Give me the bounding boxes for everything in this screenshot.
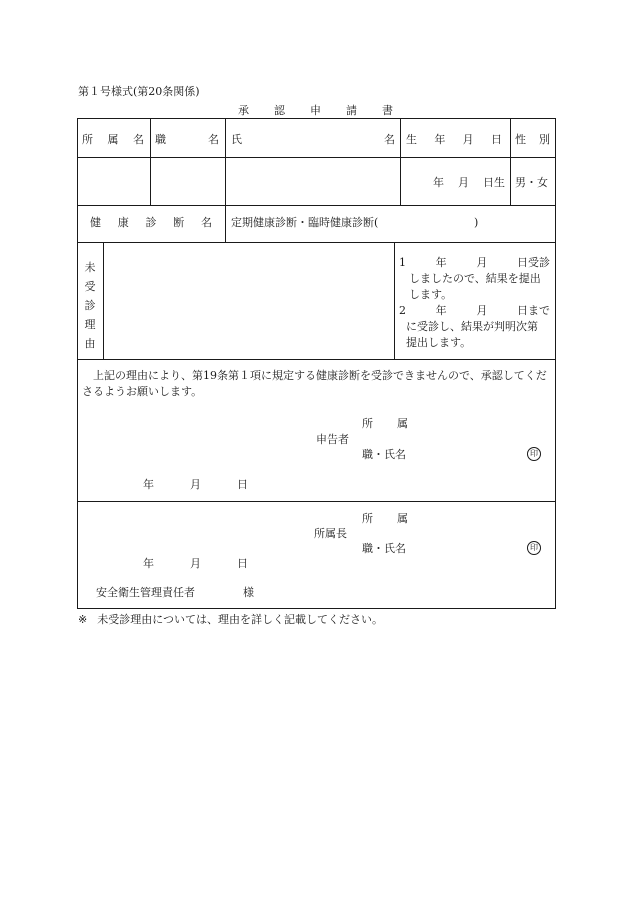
option-2-line-1: 2 年 月 日まで <box>399 304 550 317</box>
applicant-affiliation-label: 所 属 <box>362 417 408 430</box>
title-char: 申 <box>310 104 321 117</box>
approval-date: 年 月 日 <box>143 557 248 570</box>
exam-name-value: 定期健康診断・臨時健康診断( <box>231 216 379 229</box>
chief-affiliation-label: 所 属 <box>362 512 408 525</box>
option-1-line-3: します。 <box>409 288 453 301</box>
rule <box>150 119 151 205</box>
rule <box>225 119 226 242</box>
applicant-seal: 印 <box>527 447 541 461</box>
title-char: 請 <box>346 104 357 117</box>
rule <box>78 205 555 206</box>
chief-position-name-label: 職・氏名 <box>362 542 406 555</box>
rule <box>394 242 395 359</box>
exam-name-close: ) <box>474 216 479 229</box>
header-birthdate: 生 年 月 日 <box>406 133 502 146</box>
rule <box>78 501 555 502</box>
form-number: 第１号様式(第20条関係) <box>78 85 200 98</box>
header-gender: 性 別 <box>515 133 550 146</box>
footnote: ※ 未受診理由については、理由を詳しく記載してください。 <box>78 613 383 626</box>
header-affiliation: 所 属 名 <box>82 133 144 146</box>
header-name: 氏 名 <box>231 133 395 146</box>
rule <box>78 242 555 243</box>
applicant-position-name-label: 職・氏名 <box>362 448 406 461</box>
reason-label: 未 受 診 理 由 <box>84 261 96 350</box>
applicant-label: 申告者 <box>316 433 349 446</box>
request-date: 年 月 日 <box>143 478 248 491</box>
rule <box>400 119 401 205</box>
header-position: 職 名 <box>155 133 219 146</box>
title-char: 認 <box>274 104 285 117</box>
option-2-line-3: 提出します。 <box>406 336 472 349</box>
birthdate-value: 年 月 日生 <box>433 176 505 189</box>
rule <box>103 242 104 359</box>
rule <box>78 359 555 360</box>
addressee: 安全衛生管理責任者 様 <box>96 586 254 599</box>
chief-label: 所属長 <box>314 527 347 540</box>
form-title <box>238 105 418 116</box>
request-text: 上記の理由により、第19条第１項に規定する健康診断を受診できませんので、承認してくださるようお願いします。 <box>82 369 547 398</box>
exam-name-label: 健 康 診 断 名 <box>90 216 212 229</box>
option-1-line-2: しましたので、結果を提出 <box>409 272 541 285</box>
option-2-line-2: に受診し、結果が判明次第 <box>406 320 538 333</box>
rule <box>510 119 511 205</box>
chief-seal: 印 <box>527 541 541 555</box>
title-char: 承 <box>238 104 249 117</box>
gender-value: 男・女 <box>515 176 548 189</box>
title-char: 書 <box>382 104 393 117</box>
option-1-line-1: 1 年 月 日受診 <box>399 256 550 269</box>
